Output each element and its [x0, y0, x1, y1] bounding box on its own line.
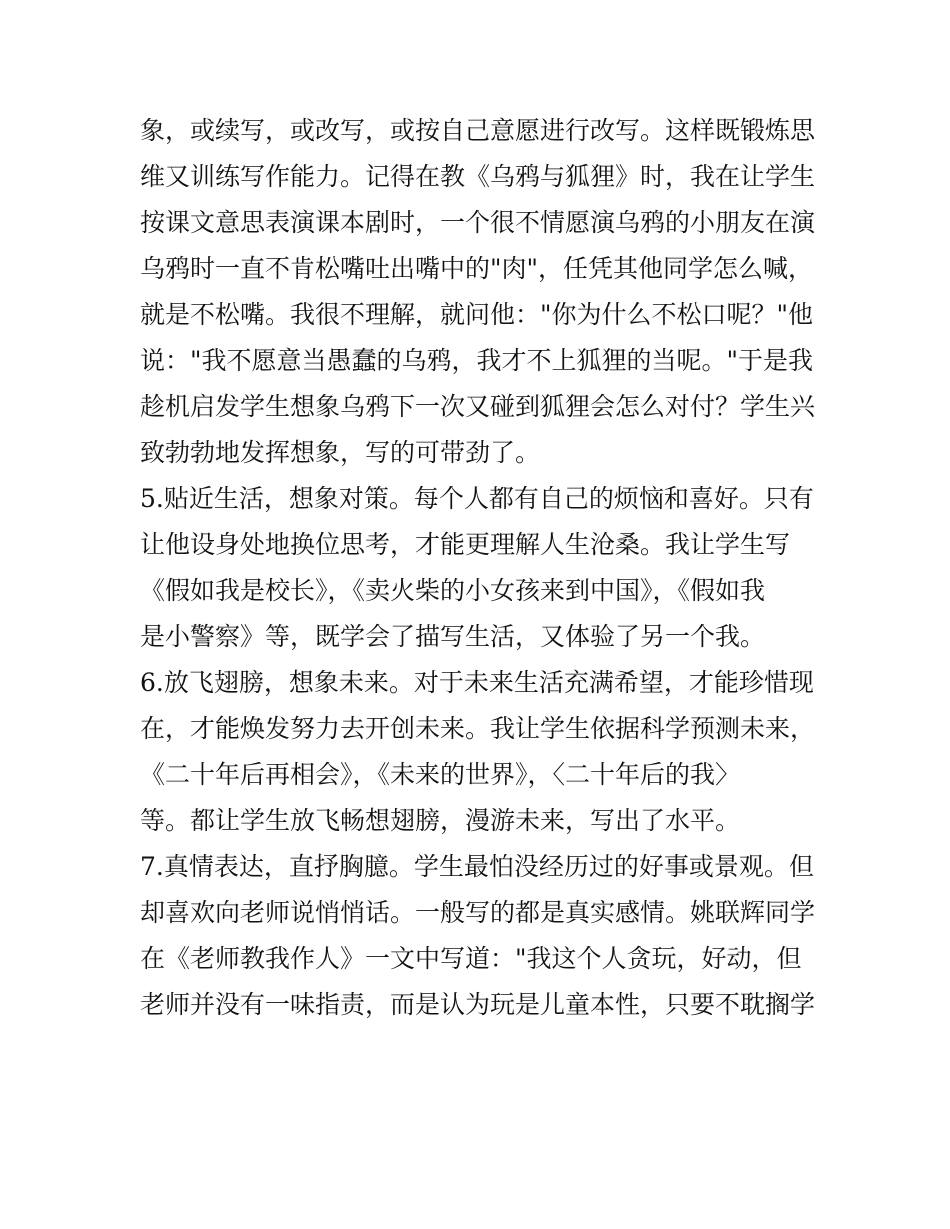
- text-line: 致勃勃地发挥想象，写的可带劲了。: [140, 438, 541, 467]
- text-line: 等。都让学生放飞畅想翅膀，漫游未来，写出了水平。: [140, 806, 741, 835]
- text-line: 在，才能焕发努力去开创未来。我让学生依据科学预测未来，: [140, 714, 816, 743]
- text-line: 是小警察》等，既学会了描写生活，又体验了另一个我。: [140, 622, 766, 651]
- text-line: 乌鸦时一直不肯松嘴吐出嘴中的"肉"，任凭其他同学怎么喊，: [140, 254, 814, 283]
- text-line: 7.真情表达，直抒胸臆。学生最怕没经历过的好事或景观。但: [140, 852, 814, 881]
- text-line: 5.贴近生活，想象对策。每个人都有自己的烦恼和喜好。只有: [140, 484, 814, 513]
- text-line: 在《老师教我作人》一文中写道："我这个人贪玩，好动，但: [140, 944, 802, 973]
- text-line: 趁机启发学生想象乌鸦下一次又碰到狐狸会怎么对付？学生兴: [140, 392, 816, 421]
- text-line: 老师并没有一味指责，而是认为玩是儿童本性，只要不耽搁学: [140, 990, 816, 1019]
- text-line: 《二十年后再相会》，《未来的世界》，〈二十年后的我〉: [140, 760, 741, 789]
- text-line: 让他设身处地换位思考，才能更理解人生沧桑。我让学生写: [140, 530, 791, 559]
- text-line: 象，或续写，或改写，或按自己意愿进行改写。这样既锻炼思: [140, 116, 816, 145]
- text-line: 却喜欢向老师说悄悄话。一般写的都是真实感情。姚联辉同学: [140, 898, 816, 927]
- text-line: 《假如我是校长》，《卖火柴的小女孩来到中国》，《假如我: [140, 576, 766, 605]
- text-line: 6.放飞翅膀，想象未来。对于未来生活充满希望，才能珍惜现: [140, 668, 814, 697]
- text-line: 就是不松嘴。我很不理解，就问他："你为什么不松口呢？"他: [140, 300, 814, 329]
- text-line: 按课文意思表演课本剧时，一个很不情愿演乌鸦的小朋友在演: [140, 208, 816, 237]
- text-line: 维又训练写作能力。记得在教《乌鸦与狐狸》时，我在让学生: [140, 162, 816, 191]
- body-text: [140, 108, 820, 1028]
- text-line: 说："我不愿意当愚蠢的乌鸦，我才不上狐狸的当呢。"于是我: [140, 346, 814, 375]
